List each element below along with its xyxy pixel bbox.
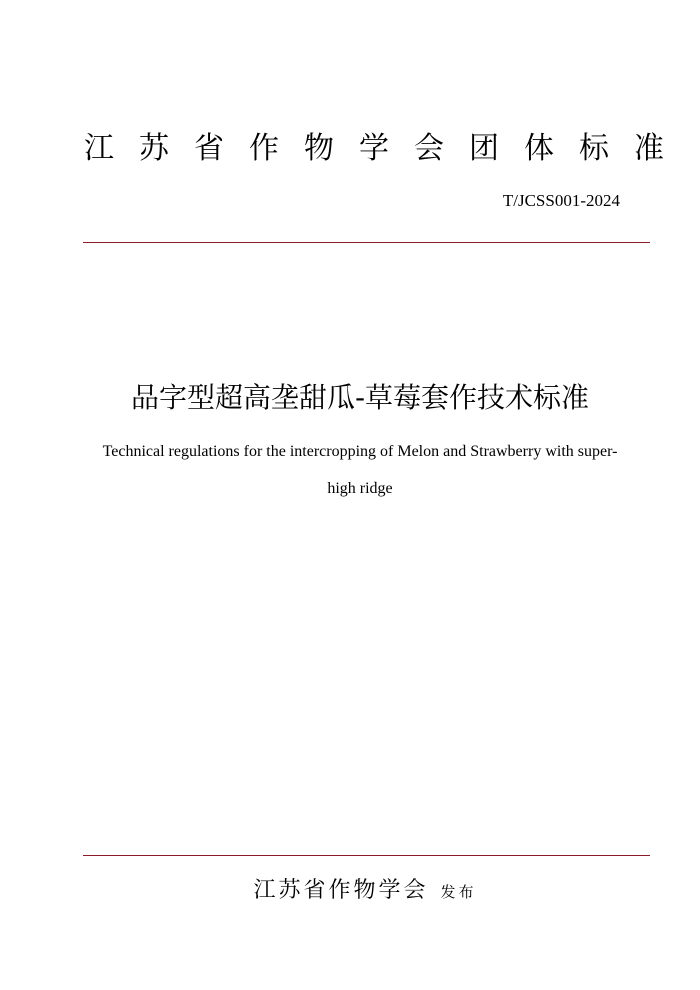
footer-divider	[83, 855, 650, 856]
publisher-name: 江苏省作物学会	[253, 878, 429, 903]
organization-standard-title: 江苏省作物学会团体标准	[84, 131, 689, 166]
header-divider	[83, 242, 650, 243]
standard-number: T/JCSS001-2024	[502, 191, 620, 210]
chinese-document-title: 品字型超高垄甜瓜-草莓套作技术标准	[130, 381, 590, 414]
publisher-suffix: 发布	[440, 883, 477, 901]
publisher-line	[0, 874, 700, 909]
english-document-title: Technical regulations for the intercropping of Melon and Strawberry with super-high ridge	[102, 443, 618, 497]
